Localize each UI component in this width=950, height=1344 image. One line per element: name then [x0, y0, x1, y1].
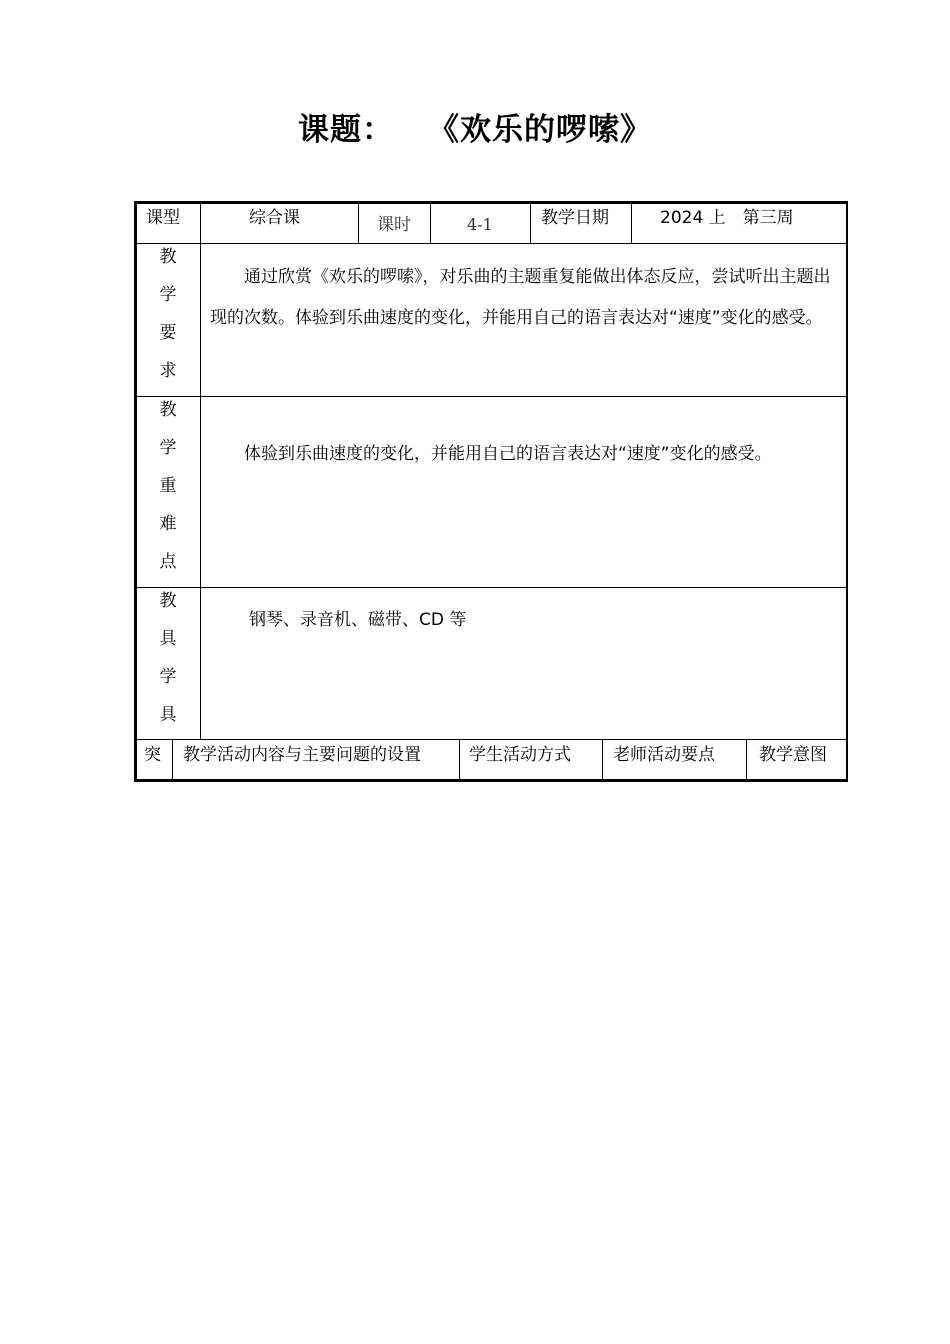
title-prefix: 课题：: [298, 112, 394, 148]
requirements-text: 通过欣赏《欢乐的啰嗦》，对乐曲的主题重复能做出体态反应，尝试听出主题出现的次数。体验到乐曲速度的变化，并能用自己的语言表达对“速度”变化的感受。: [210, 267, 831, 328]
key-points-text: 体验到乐曲速度的变化，并能用自己的语言表达对“速度”变化的感受。: [210, 444, 772, 464]
teacher-activity-header: 老师活动要点: [613, 745, 715, 765]
teaching-date-value: 2024 上 第三周: [660, 208, 794, 228]
teaching-date-label: 教学日期: [541, 208, 609, 228]
teaching-tools-text: 钢琴、录音机、磁带、CD 等: [249, 610, 467, 630]
page-title: [0, 104, 950, 149]
period-label: 课时: [377, 215, 411, 235]
period-value: 4-1: [467, 215, 493, 234]
activity-col-1: 突: [144, 745, 161, 765]
teaching-tools-label: 教 具 学 具: [159, 591, 177, 725]
student-activity-header: 学生活动方式: [469, 745, 571, 765]
requirements-label: 教 学 要 求: [159, 247, 177, 381]
key-points-label: 教 学 重 难 点: [159, 400, 177, 572]
teaching-intent-header: 教学意图: [759, 745, 827, 765]
lesson-type-label: 课型: [146, 208, 180, 228]
activity-content-header: 教学活动内容与主要问题的设置: [183, 745, 421, 765]
title-name: 《欢乐的啰嗦》: [428, 112, 652, 148]
lesson-type-value: 综合课: [249, 208, 300, 228]
